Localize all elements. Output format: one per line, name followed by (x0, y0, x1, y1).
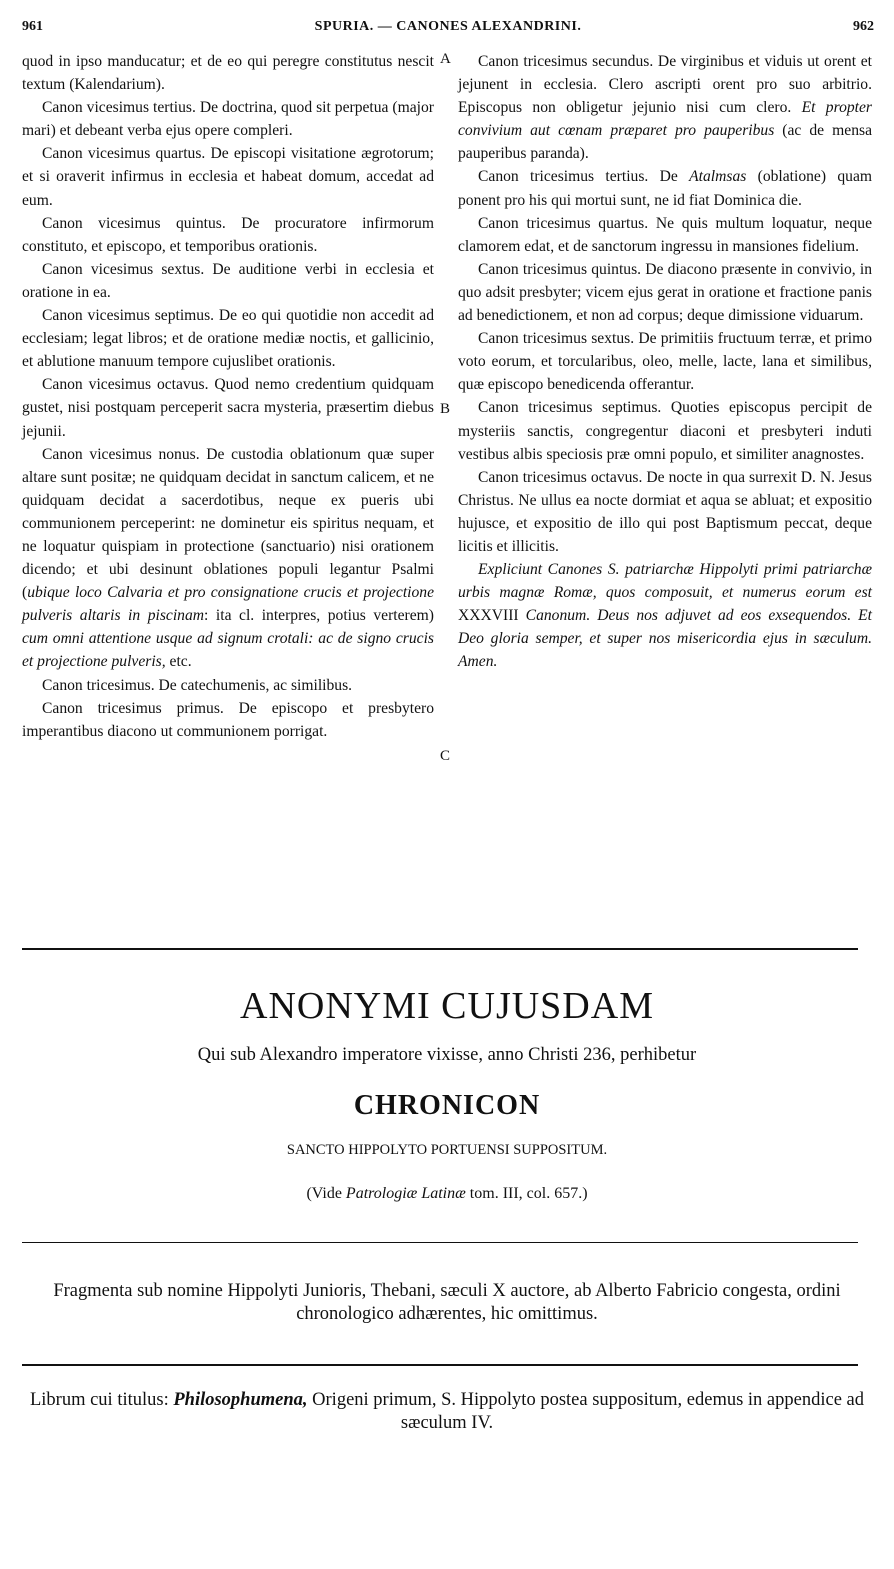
fragmenta-note: Fragmenta sub nomine Hippolyti Junioris, Thebani, sæculi X auctore, ab Alberto Fabricio congesta, ordini chronologico adhærentes, hic omittimus. (53, 1281, 841, 1324)
librum-note: Librum cui titulus: Philosophumena, Origeni primum, S. Hippolyto postea suppositum, edemus in appendice ad sæculum IV. (29, 1390, 864, 1433)
margin-marker-c: C (440, 748, 451, 764)
section-divider (22, 948, 858, 950)
canon-paragraph: Canon tricesimus septimus. Quoties episcopus percipit de mysteriis sanctis, congregentur diaconi et presbyteri induti vestibus albis speciosis præ omni populo, et similiter anagnostes. (458, 399, 872, 463)
page-number-right: 962 (853, 19, 874, 34)
right-column (458, 50, 872, 674)
canon-paragraph: Canon tricesimus tertius. De Atalmsas (oblatione) quam ponent pro his qui mortui sunt, ne id fiat Dominica die. (458, 168, 872, 209)
canon-paragraph: Canon vicesimus nonus. De custodia oblationum quæ super altare sunt positæ; ne quidquam decidat in sanctum calicem, et ne quidquam decidat a sacerdotibus, neque ex pueris ubi communionem perceperint: ne dominetur eis spiritus nequam, et ne loquatur quispiam in protectione (sanctuario) nisi orationem dicendo; et ubi desinunt oblationes populi legantur Psalmi (ubique loco Calvaria et pro consignatione crucis et projectione pulveris altaris in piscinam: ita cl. interpres, potius verterem) cum omni attentione usque ad signum crotali: ac de signo crucis et projectione pulveris, etc. (22, 445, 434, 671)
section-title: ANONYMI CUJUSDAM (240, 985, 654, 1027)
canon-paragraph: Canon tricesimus primus. De episcopo et presbytero imperantibus diacono ut communionem porrigat. (22, 699, 434, 740)
margin-marker-b: B (440, 401, 451, 417)
chronicon-title: CHRONICON (353, 1090, 541, 1121)
explicit-paragraph: Expliciunt Canones S. patriarchæ Hippolyti primi patriarchæ urbis magnæ Romæ, quos composuit, et numerus eorum est XXXVIII Canonum. Deus nos adjuvet ad eos exsequendos. Et Deo gloria semper, et super nos misericordia ejus in sæculum. Amen. (458, 561, 873, 671)
paragraph: quod in ipso manducatur; et de eo qui peregre constitutus nescit textum (Kalendarium). (22, 53, 434, 94)
canon-paragraph: Canon tricesimus sextus. De primitiis fructuum terræ, et primo voto eorum, et torcularibus, oleo, melle, lacte, lana et similibus, quæ episcopo benedicenda offerantur. (458, 330, 872, 394)
reference-line: (Vide Patrologiæ Latinæ tom. III, col. 657.) (306, 1185, 588, 1202)
canon-paragraph: Canon vicesimus sextus. De auditione verbi in ecclesia et oratione in ea. (22, 260, 434, 301)
canon-paragraph: Canon tricesimus quintus. De diacono præsente in convivio, in quo adsit presbyter; vicem ejus gerat in oratione et fractione panis ad benedictionem, et non ad corpus; deque dimissione viduarum. (458, 260, 872, 325)
attribution-line: SANCTO HIPPOLYTO PORTUENSI SUPPOSITUM. (286, 1142, 608, 1158)
canon-paragraph: Canon vicesimus quintus. De procuratore infirmorum constituto, et episcopo, et temporibus orationis. (22, 214, 434, 255)
canon-paragraph: Canon tricesimus quartus. Ne quis multum loquatur, neque clamorem edat, et de sanctorum ingressu in mansiones fidelium. (458, 214, 872, 255)
canon-paragraph: Canon tricesimus. De catechumenis, ac similibus. (42, 676, 353, 694)
margin-marker-a: A (440, 51, 451, 67)
page-header (22, 19, 874, 41)
canon-paragraph: Canon tricesimus secundus. De virginibus et viduis ut orent et jejunent in ecclesia. Clero ascripti orent pro suo arbitrio. Episcopus non obligetur jejunio nisi cum clero. Et propter convivium aut cœnam præparet pro pauperibus (ac de mensa pauperibus paranda). (458, 53, 872, 163)
running-title: SPURIA. — CANONES ALEXANDRINI. (314, 19, 582, 34)
section-divider (22, 1364, 858, 1366)
canon-paragraph: Canon vicesimus octavus. Quod nemo credentium quidquam gustet, nisi postquam perceperit sacra mysteria, præsertim diebus jejunii. (22, 376, 434, 440)
canon-paragraph: Canon tricesimus octavus. De nocte in qua surrexit D. N. Jesus Christus. Ne ullus ea nocte dormiat et aqua se abluat; et expositio hujusce, et expositio de illo qui post Baptismum peccat, deque licitis et illicitis. (458, 468, 872, 555)
canon-paragraph: Canon vicesimus tertius. De doctrina, quod sit perpetua (major mari) et debeant verba ejus opere compleri. (22, 99, 434, 140)
section-subtitle: Qui sub Alexandro imperatore vixisse, anno Christi 236, perhibetur (197, 1045, 697, 1065)
page-number-left: 961 (22, 19, 43, 34)
canon-paragraph: Canon vicesimus septimus. De eo qui quotidie non accedit ad ecclesiam; legat libros; et de oratione mediæ noctis, et gallicinio, et ablutione manuum tempore cujuslibet orationis. (22, 307, 434, 371)
thin-divider (22, 1242, 858, 1243)
canon-paragraph: Canon vicesimus quartus. De episcopi visitatione ægrotorum; et si oraverit infirmus in ecclesia et habeat domum, accedat ad eum. (22, 145, 434, 209)
left-column (22, 50, 434, 743)
